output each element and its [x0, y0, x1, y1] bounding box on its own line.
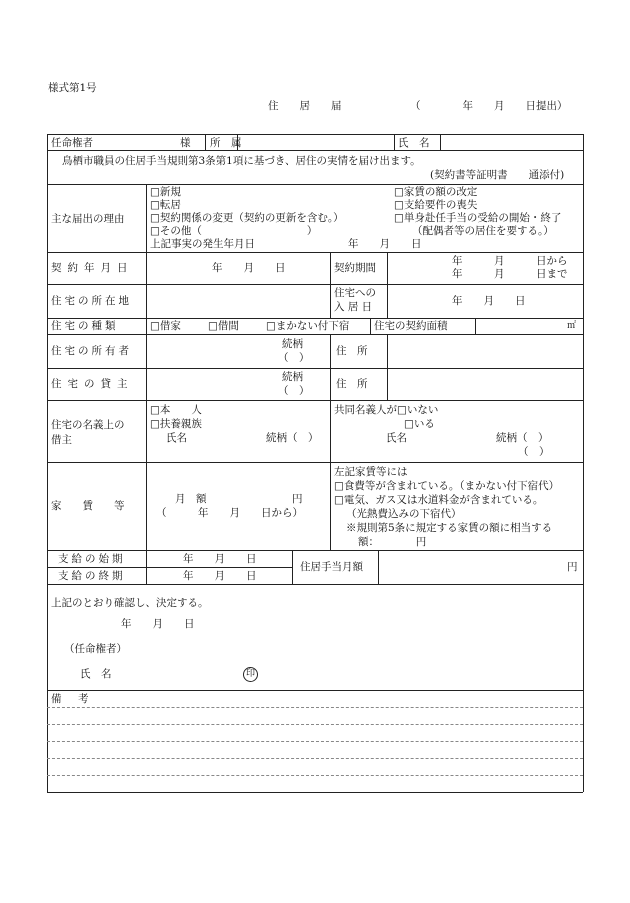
rent-note-utilities-sub: （光熱費込みの下宿代）: [346, 508, 462, 520]
payment-start-date: 年 月 日: [183, 553, 257, 565]
reason-new: □新規: [150, 186, 181, 198]
co-lessee-paren: （ ）: [518, 446, 550, 458]
confirm-date: 年 月 日: [121, 618, 195, 630]
reason-rent-revision: □家賃の額の改定: [394, 186, 478, 198]
owner-relation-paren: （ ）: [278, 352, 310, 364]
name-label: 氏 名: [398, 137, 430, 149]
form-title: 住 居 届: [268, 100, 342, 112]
house-type-rented-room: □借間: [208, 320, 239, 332]
co-lessee-relation: 続柄（ ）: [496, 432, 549, 444]
lessor-address-label: 住 所: [336, 378, 368, 390]
contract-period-label: 契約期間: [334, 262, 376, 274]
confirm-appointer: （任命権者）: [64, 643, 127, 655]
rent-monthly-label: 月 額: [175, 493, 207, 505]
payment-end-date: 年 月 日: [183, 570, 257, 582]
lessor-label: 住宅の貸主: [51, 378, 134, 390]
address-label: 住宅の所在地: [51, 295, 132, 307]
nominal-self: □本 人: [150, 404, 202, 416]
contract-date-label: 契約年月日: [51, 262, 134, 274]
co-lessee-yes: □いる: [404, 418, 435, 430]
house-type-rented-house: □借家: [150, 320, 181, 332]
declaration: 鳥栖市職員の住居手当規則第3条第1項に基づき、居住の実情を届け出ます。: [62, 155, 421, 167]
owner-relation: 続柄: [282, 338, 303, 350]
rent-note-rule5: ※規則第5条に規定する家賃の額に相当する: [346, 522, 553, 534]
rent-note-utilities: □電気、ガス又は水道料金が含まれている。: [334, 494, 544, 506]
area-unit: ㎡: [567, 321, 577, 331]
confirm-text: 上記のとおり確認し、決定する。: [51, 597, 209, 609]
movein-label-1: 住宅への: [334, 287, 376, 299]
co-lessee-none: 共同名義人が□いない: [334, 404, 439, 416]
movein-value: 年 月 日: [452, 295, 526, 307]
reason-contract-change: □契約関係の変更（契約の更新を含む。）: [150, 212, 344, 224]
rent-label: 家 賃 等: [51, 500, 125, 512]
rent-note-food: □食費等が含まれている。（まかない付下宿代）: [334, 480, 560, 492]
nominal-dependent: □扶養親族: [150, 418, 202, 430]
contract-area-label: 住宅の契約面積: [374, 320, 448, 332]
confirm-name-label: 氏 名: [80, 668, 112, 680]
filed-date: （ 年 月 日提出）: [410, 100, 568, 112]
rent-period: （ 年 月 日から）: [156, 507, 303, 519]
attachment-note: (契約書等証明書 通添付): [430, 169, 565, 181]
co-lessee-name: 氏名: [386, 432, 407, 444]
remarks-label: 備 考: [51, 693, 92, 705]
reason-move: □転居: [150, 199, 181, 211]
house-type-boarding: □まかない付下宿: [266, 320, 350, 332]
lessor-relation-paren: （ ）: [278, 385, 310, 397]
appointer-label: 任命権者: [51, 137, 93, 149]
contract-date-value: 年 月 日: [212, 262, 286, 274]
affiliation-label: 所 属: [210, 137, 242, 149]
nominal-label-1: 住宅の名義上の: [51, 419, 125, 431]
reason-loss: □支給要件の喪失: [394, 199, 478, 211]
reason-single-posting: □単身赴任手当の受給の開始・終了: [394, 212, 562, 224]
rent-yen: 円: [292, 493, 303, 505]
owner-label: 住宅の所有者: [51, 345, 132, 357]
reason-other: □その他（ ）: [150, 225, 318, 237]
housing-allowance-yen: 円: [567, 561, 578, 573]
housing-allowance-label: 住居手当月額: [300, 561, 363, 573]
nominal-relation: 続柄（ ）: [266, 432, 319, 444]
nominal-name: 氏名: [166, 432, 187, 444]
owner-address-label: 住 所: [336, 345, 368, 357]
house-type-label: 住宅の種類: [51, 320, 119, 332]
rent-note-title: 左記家賃等には: [334, 466, 408, 478]
lessor-relation: 続柄: [282, 371, 303, 383]
occurrence-date: 年 月 日: [348, 238, 422, 250]
form-number: 様式第1号: [48, 82, 97, 94]
reason-spouse-note: （配偶者等の居住を要する。）: [412, 225, 554, 237]
payment-start-label: 支給の始期: [58, 553, 126, 565]
contract-from: 年 月 日から: [452, 255, 568, 267]
sama-label: 様: [180, 137, 191, 149]
movein-label-2: 入 居 日: [334, 301, 373, 313]
occurrence-label: 上記事実の発生年月日: [150, 238, 255, 250]
payment-end-label: 支給の終期: [58, 570, 126, 582]
seal-icon: 印: [243, 667, 258, 682]
reason-label: 主な届出の理由: [51, 213, 125, 225]
rent-note-amount: 額： 円: [358, 536, 427, 548]
contract-to: 年 月 日まで: [452, 268, 568, 280]
nominal-label-2: 借主: [51, 434, 72, 446]
